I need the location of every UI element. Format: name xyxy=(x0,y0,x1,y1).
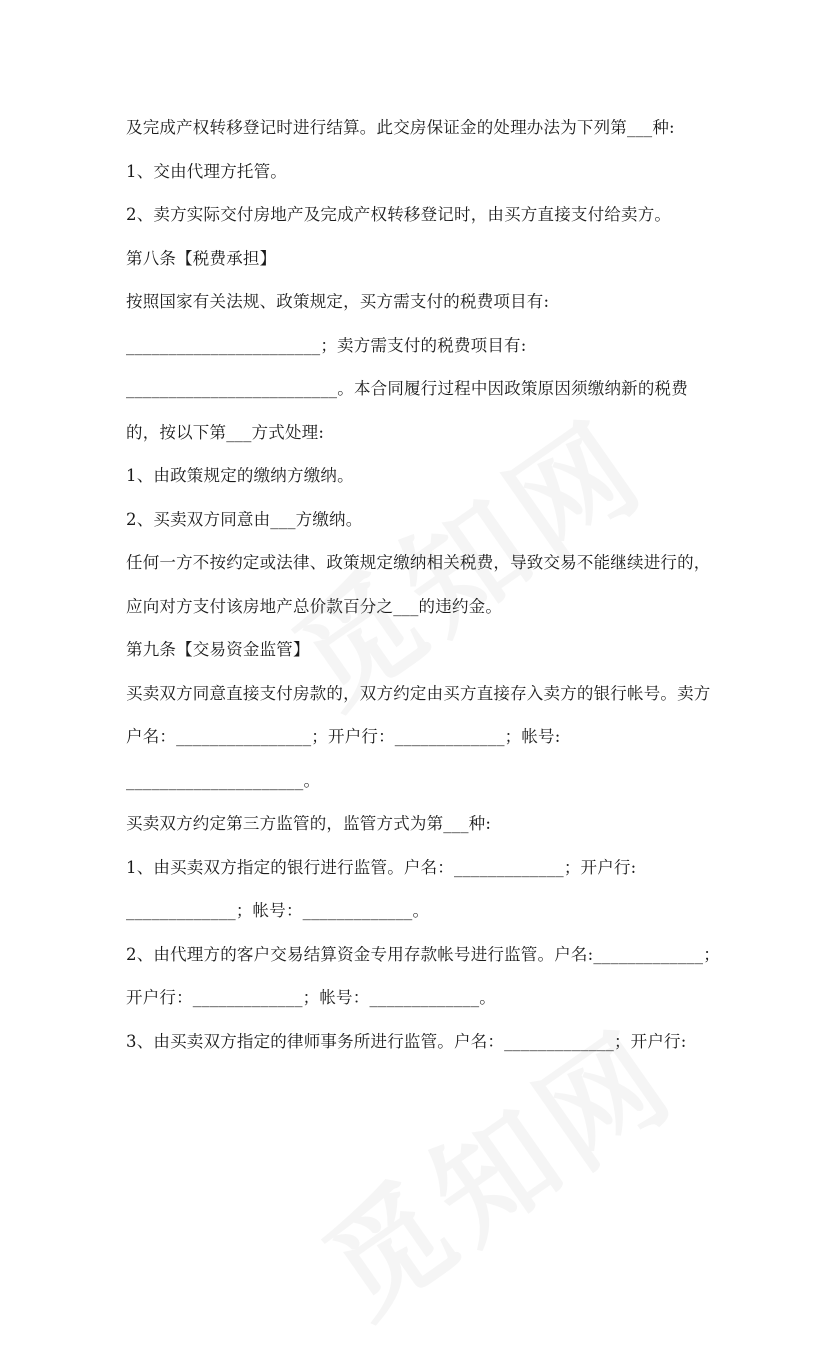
paragraph-line: 应向对方支付该房地产总价款百分之___的违约金。 xyxy=(126,596,503,616)
paragraph-line: 3、由买卖双方指定的律师事务所进行监管。户名：_____________；开户行: xyxy=(126,1031,687,1051)
paragraph-line: 2、卖方实际交付房地产及完成产权转移登记时，由买方直接支付给卖方。 xyxy=(126,205,672,224)
paragraph-line: _____________；帐号：_____________。 xyxy=(126,901,430,920)
paragraph-line: 2、买卖双方同意由___方缴纳。 xyxy=(126,509,363,529)
paragraph-line: 户名：________________；开户行：_____________；帐号: xyxy=(126,727,561,746)
paragraph-line: 及完成产权转移登记时进行结算。此交房保证金的处理办法为下列第___种: xyxy=(126,118,675,137)
article-heading: 第八条【税费承担】 xyxy=(126,248,277,268)
document-body xyxy=(126,106,720,1063)
paragraph-line: 2、由代理方的客户交易结算资金专用存款帐号进行监管。户名:_____________； xyxy=(126,944,720,964)
paragraph-line: _____________________。 xyxy=(126,770,321,790)
paragraph-line: 的，按以下第___方式处理: xyxy=(126,422,325,442)
paragraph-line: 1、由买卖双方指定的银行进行监管。户名：_____________；开户行: xyxy=(126,857,637,877)
paragraph-line: 买卖双方约定第三方监管的，监管方式为第___种: xyxy=(126,814,492,833)
paragraph-line: 按照国家有关法规、政策规定，买方需支付的税费项目有: xyxy=(126,292,550,311)
paragraph-line: 买卖双方同意直接支付房款的，双方约定由买方直接存入卖方的银行帐号。卖方 xyxy=(126,683,711,703)
paragraph-line: _________________________。本合同履行过程中因政策原因须缴纳新的税费 xyxy=(126,379,688,398)
article-heading: 第九条【交易资金监管】 xyxy=(126,640,310,659)
paragraph-line: 1、由政策规定的缴纳方缴纳。 xyxy=(126,466,354,485)
paragraph-line: _______________________；卖方需支付的税费项目有: xyxy=(126,335,527,355)
paragraph-line: 任何一方不按约定或法律、政策规定缴纳相关税费，导致交易不能继续进行的， xyxy=(126,553,711,572)
paragraph-line: 开户行：_____________；帐号：_____________。 xyxy=(126,988,496,1007)
paragraph-line: 1、交由代理方托管。 xyxy=(126,161,287,181)
